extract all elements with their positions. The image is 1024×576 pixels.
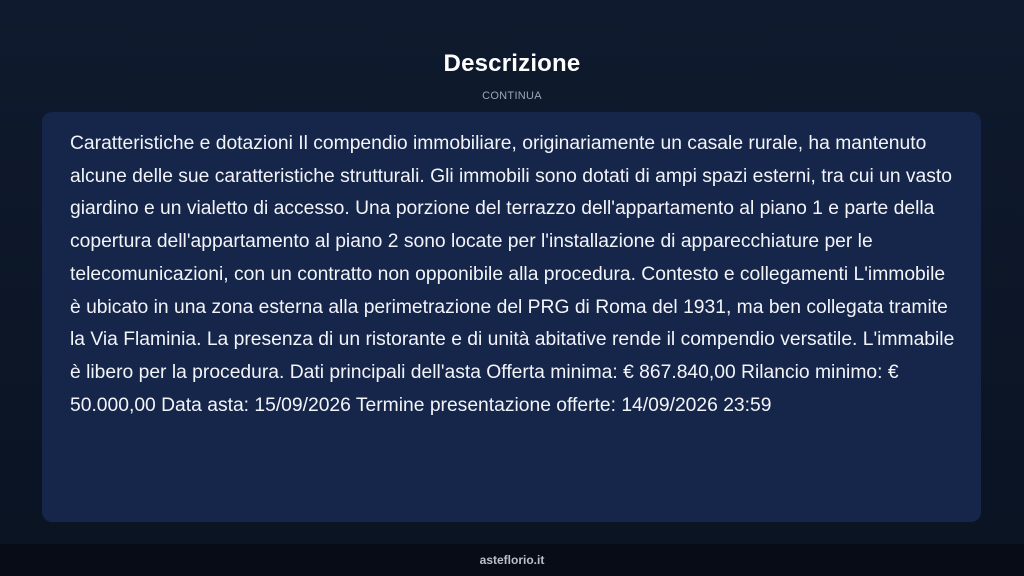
continue-link[interactable]: CONTINUA [482,90,542,102]
footer-bar [0,544,1024,576]
description-card [42,112,981,522]
description-text: Caratteristiche e dotazioni Il compendio immobiliare, originariamente un casale rurale, ha mantenuto alcune delle sue caratteristiche strutturali. Gli immobili sono dotati di ampi spazi esterni, tra cui un vasto giardino e un vialetto di accesso. Una porzione del terrazzo dell'appartamento al piano 1 e parte della copertura dell'appartamento al piano 2 sono locate per l'installazione di apparecchiature per le telecomunicazioni, con un contratto non opponibile alla procedura. Contesto e collegamenti L'immobile è ubicato in una zona esterna alla perimetrazione del PRG di Roma del 1931, ma ben collegata tramite la Via Flaminia. La presenza di un ristorante e di unità abitative rende il compendio versatile. L'immabile è libero per la procedura. Dati principali dell'asta Offerta minima: € 867.840,00 Rilancio minimo: € 50.000,00 Data asta: 15/09/2026 Termine presentazione offerte: 14/09/2026 23:59 [70,133,955,416]
page-title: Descrizione [443,50,581,77]
footer-site-label[interactable]: asteflorio.it [479,553,545,567]
